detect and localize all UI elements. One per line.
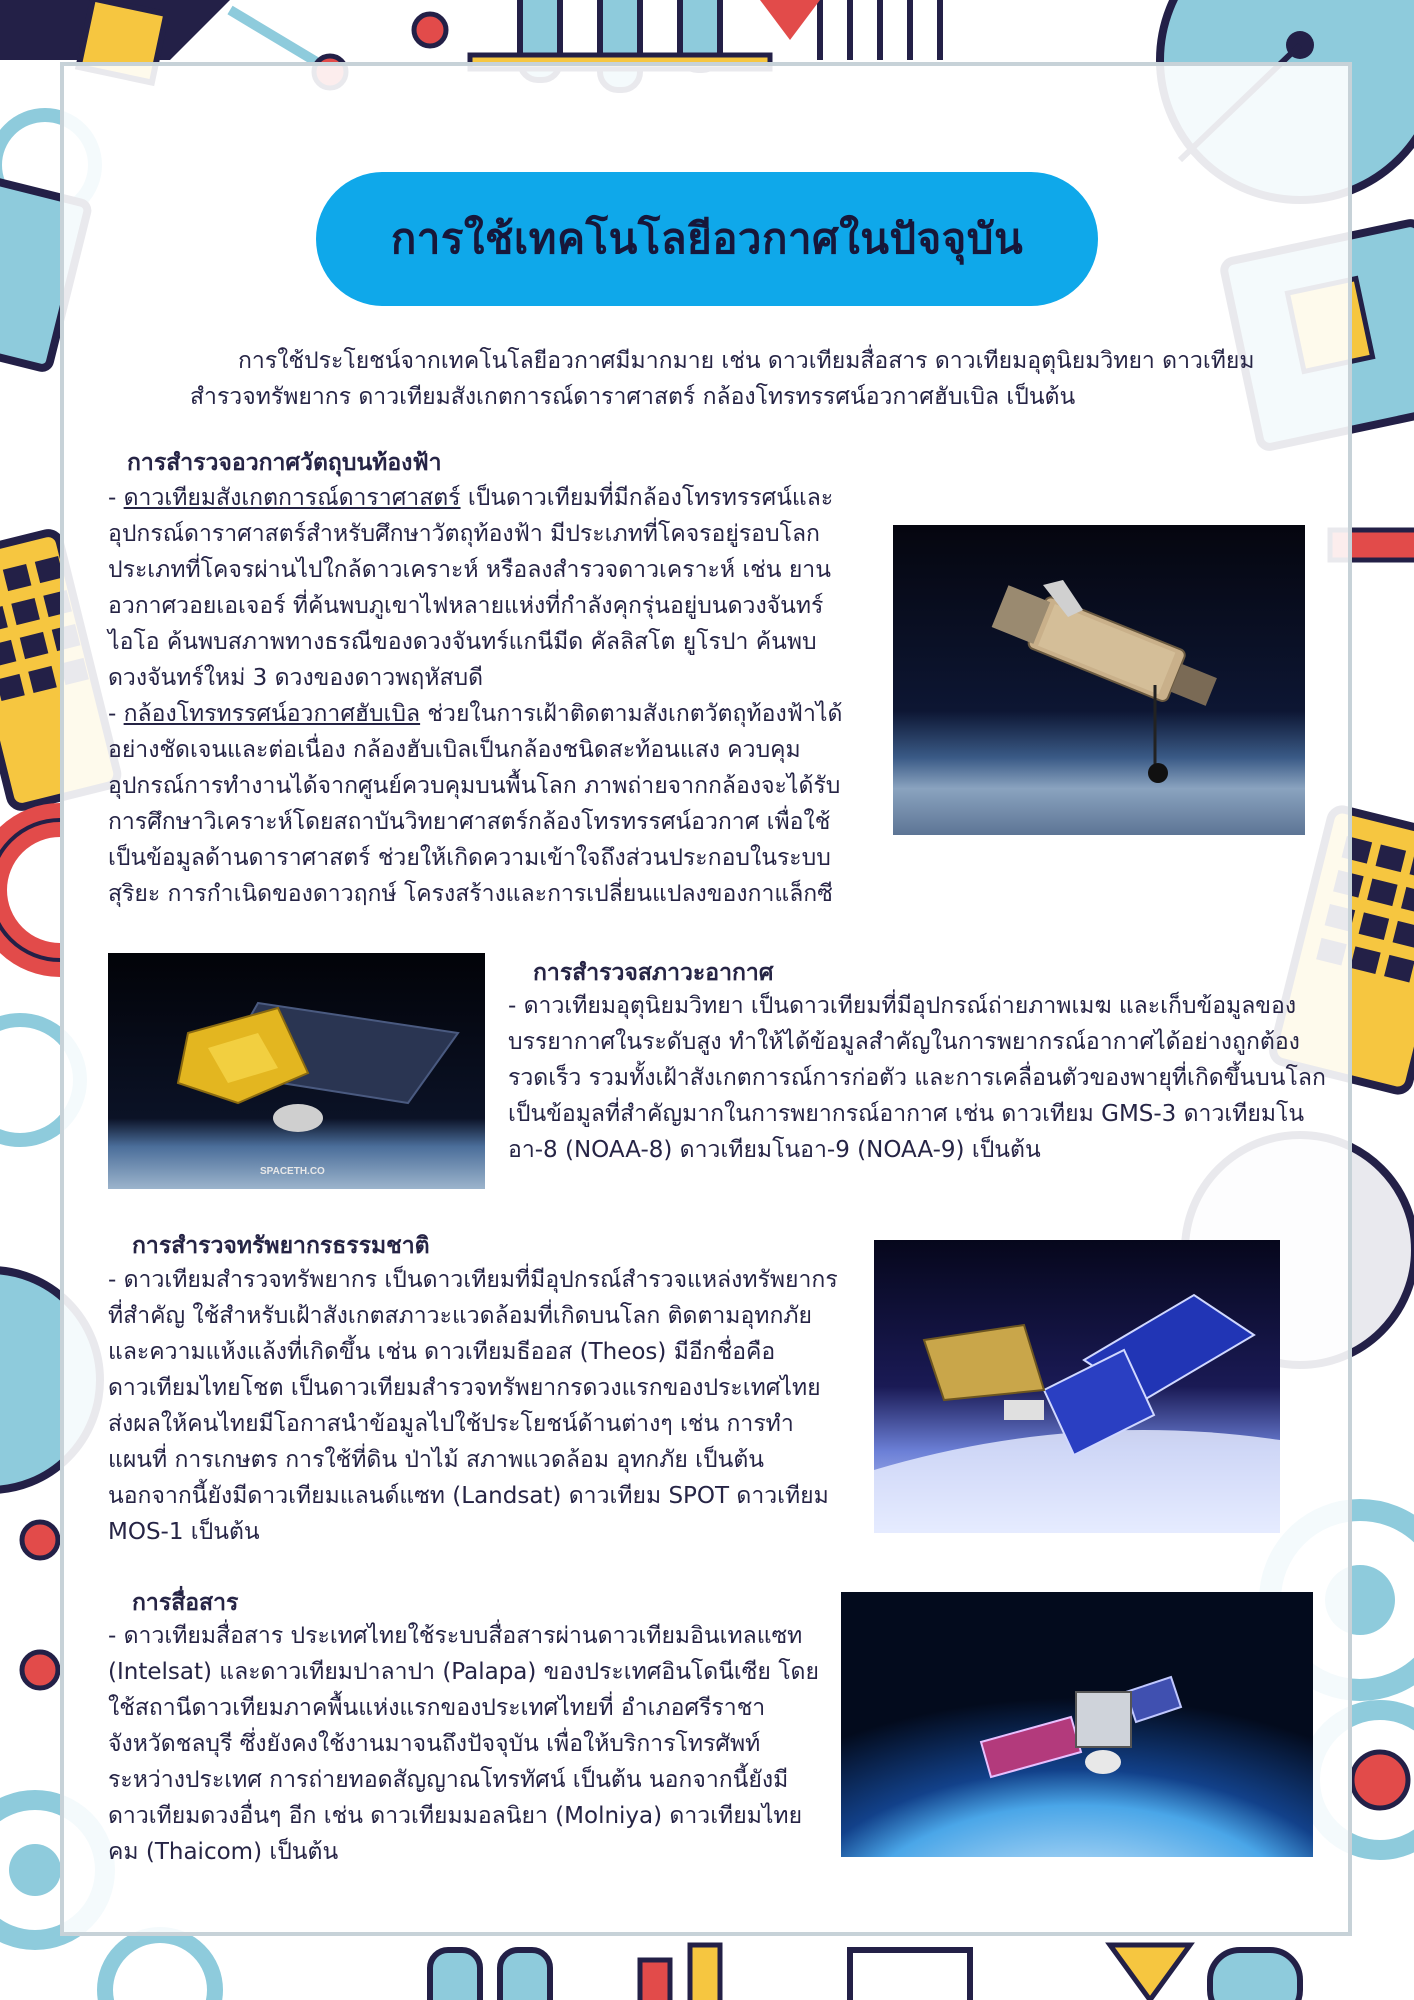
resource-satellite-image	[874, 1240, 1280, 1533]
intro-text: การใช้ประโยชน์จากเทคโนโลยีอวกาศมีมากมาย เช่น ดาวเทียมสื่อสาร ดาวเทียมอุตุนิยมวิทยา ดาวเทียมสำรวจทรัพยากร ดาวเทียมสังเกตการณ์ดาราศาสตร์ กล้องโทรทรรศน์อวกาศฮับเบิล เป็นต้น	[190, 348, 1255, 410]
hubble-telescope-image	[893, 525, 1305, 835]
hubble-telescope-description: ช่วยในการเฝ้าติดตามสังเกตวัตถุท้องฟ้าได้อย่างชัดเจนและต่อเนื่อง กล้องฮับเบิลเป็นกล้องชนิดสะท้อนแสง ควบคุมอุปกรณ์การทำงานได้จากศูนย์ควบคุมบนพื้นโลก ภาพถ่ายจากกล้องจะได้รับการศึกษาวิเคราะห์โดยสถาบันวิทยาศาสตร์กล้องโทรทรรศน์อวกาศ เพื่อใช้เป็นข้อมูลด้านดาราศาสตร์ ช่วยให้เกิดความเข้าใจถึงส่วนประกอบในระบบสุริยะ การกำเนิดของดาวฤกษ์ โครงสร้างและการเปลี่ยนแปลงของกาแล็กซี	[108, 701, 843, 907]
image-credit: SPACETH.CO	[260, 1166, 325, 1177]
astronomy-satellite-description: เป็นดาวเทียมที่มีกล้องโทรทรรศน์และอุปกรณ์ดาราศาสตร์สำหรับศึกษาวัตถุท้องฟ้า มีประเภทที่โคจรอยู่รอบโลก ประเภทที่โคจรผ่านไปใกล้ดาวเคราะห์ หรือลงสำรวจดาวเคราะห์ เช่น ยานอวกาศวอยเอเจอร์ ที่ค้นพบภูเขาไฟหลายแห่งที่กำลังคุกรุ่นอยู่บนดวงจันทร์ไอโอ ค้นพบสภาพทางธรณีของดวงจันทร์แกนีมีด คัลลิสโต ยูโรปา ค้นพบดวงจันทร์ใหม่ 3 ดวงของดาวพฤหัสบดี	[108, 485, 834, 691]
section-text-resources: - ดาวเทียมสำรวจทรัพยากร เป็นดาวเทียมที่มีอุปกรณ์สำรวจแหล่งทรัพยากรที่สำคัญ ใช้สำหรับเฝ้าสังเกตสภาวะแวดล้อมที่เกิดบนโลก ติดตามอุทกภัยและความแห้งแล้งที่เกิดขึ้น เช่น ดาวเทียมธีออส (Theos) มีอีกชื่อคือ ดาวเทียมไทยโชต เป็นดาวเทียมสำรวจทรัพยากรดวงแรกของประเทศไทย ส่งผลให้คนไทยมีโอกาสนำข้อมูลไปใช้ประโยชน์ด้านต่างๆ เช่น การทำแผนที่ การเกษตร การใช้ที่ดิน ป่าไม้ สภาพแวดล้อม อุทกภัย เป็นต้น นอกจากนี้ยังมีดาวเทียมแลนด์แซท (Landsat) ดาวเทียม SPOT ดาวเทียม MOS-1 เป็นต้น	[108, 1267, 838, 1545]
page-title: การใช้เทคโนโลยีอวกาศในปัจจุบัน	[390, 214, 1024, 263]
section-text-communication: - ดาวเทียมสื่อสาร ประเทศไทยใช้ระบบสื่อสารผ่านดาวเทียมอินเทลแซท (Intelsat) และดาวเทียมปาลาปา (Palapa) ของประเทศอินโดนีเซีย โดยใช้สถานีดาวเทียมภาคพื้นแห่งแรกของประเทศไทยที่ อำเภอศรีราชา จังหวัดชลบุรี ซึ่งยังคงใช้งานมาจนถึงปัจจุบัน เพื่อให้บริการโทรศัพท์ระหว่างประเทศ การถ่ายทอดสัญญาณโทรทัศน์ เป็นต้น นอกจากนี้ยังมีดาวเทียมดวงอื่นๆ อีก เช่น ดาวเทียมมอลนิยา (Molniya) ดาวเทียมไทยคม (Thaicom) เป็นต้น	[108, 1623, 819, 1865]
section-heading-communication: การสื่อสาร	[132, 1590, 239, 1616]
term-hubble-telescope: กล้องโทรทรรศน์อวกาศฮับเบิล	[123, 701, 421, 727]
section-heading-astronomy: การสำรวจอวกาศวัตถุบนท้องฟ้า	[127, 450, 442, 476]
bullet-prefix: -	[108, 701, 124, 727]
section-text-astronomy	[108, 480, 846, 912]
section-heading-resources: การสำรวจทรัพยากรธรรมชาติ	[132, 1233, 430, 1259]
weather-satellite-image	[108, 953, 485, 1189]
section-heading-weather: การสำรวจสภาวะอากาศ	[533, 960, 774, 986]
title-banner	[316, 172, 1098, 306]
section-text-weather: - ดาวเทียมอุตุนิยมวิทยา เป็นดาวเทียมที่มีอุปกรณ์ถ่ายภาพเมฆ และเก็บข้อมูลของบรรยากาศในระดับสูง ทำให้ได้ข้อมูลสำคัญในการพยากรณ์อากาศได้อย่างถูกต้อง รวดเร็ว รวมทั้งเฝ้าสังเกตการณ์การก่อตัว และการเคลื่อนตัวของพายุที่เกิดขึ้นบนโลก เป็นข้อมูลที่สำคัญมากในการพยากรณ์อากาศ เช่น ดาวเทียม GMS-3 ดาวเทียมโนอา-8 (NOAA-8) ดาวเทียมโนอา-9 (NOAA-9) เป็นต้น	[508, 993, 1326, 1163]
bullet-prefix: -	[108, 485, 124, 511]
intro-paragraph	[190, 343, 1270, 415]
communication-satellite-image	[841, 1592, 1313, 1857]
term-astronomy-satellite: ดาวเทียมสังเกตการณ์ดาราศาสตร์	[123, 485, 461, 511]
